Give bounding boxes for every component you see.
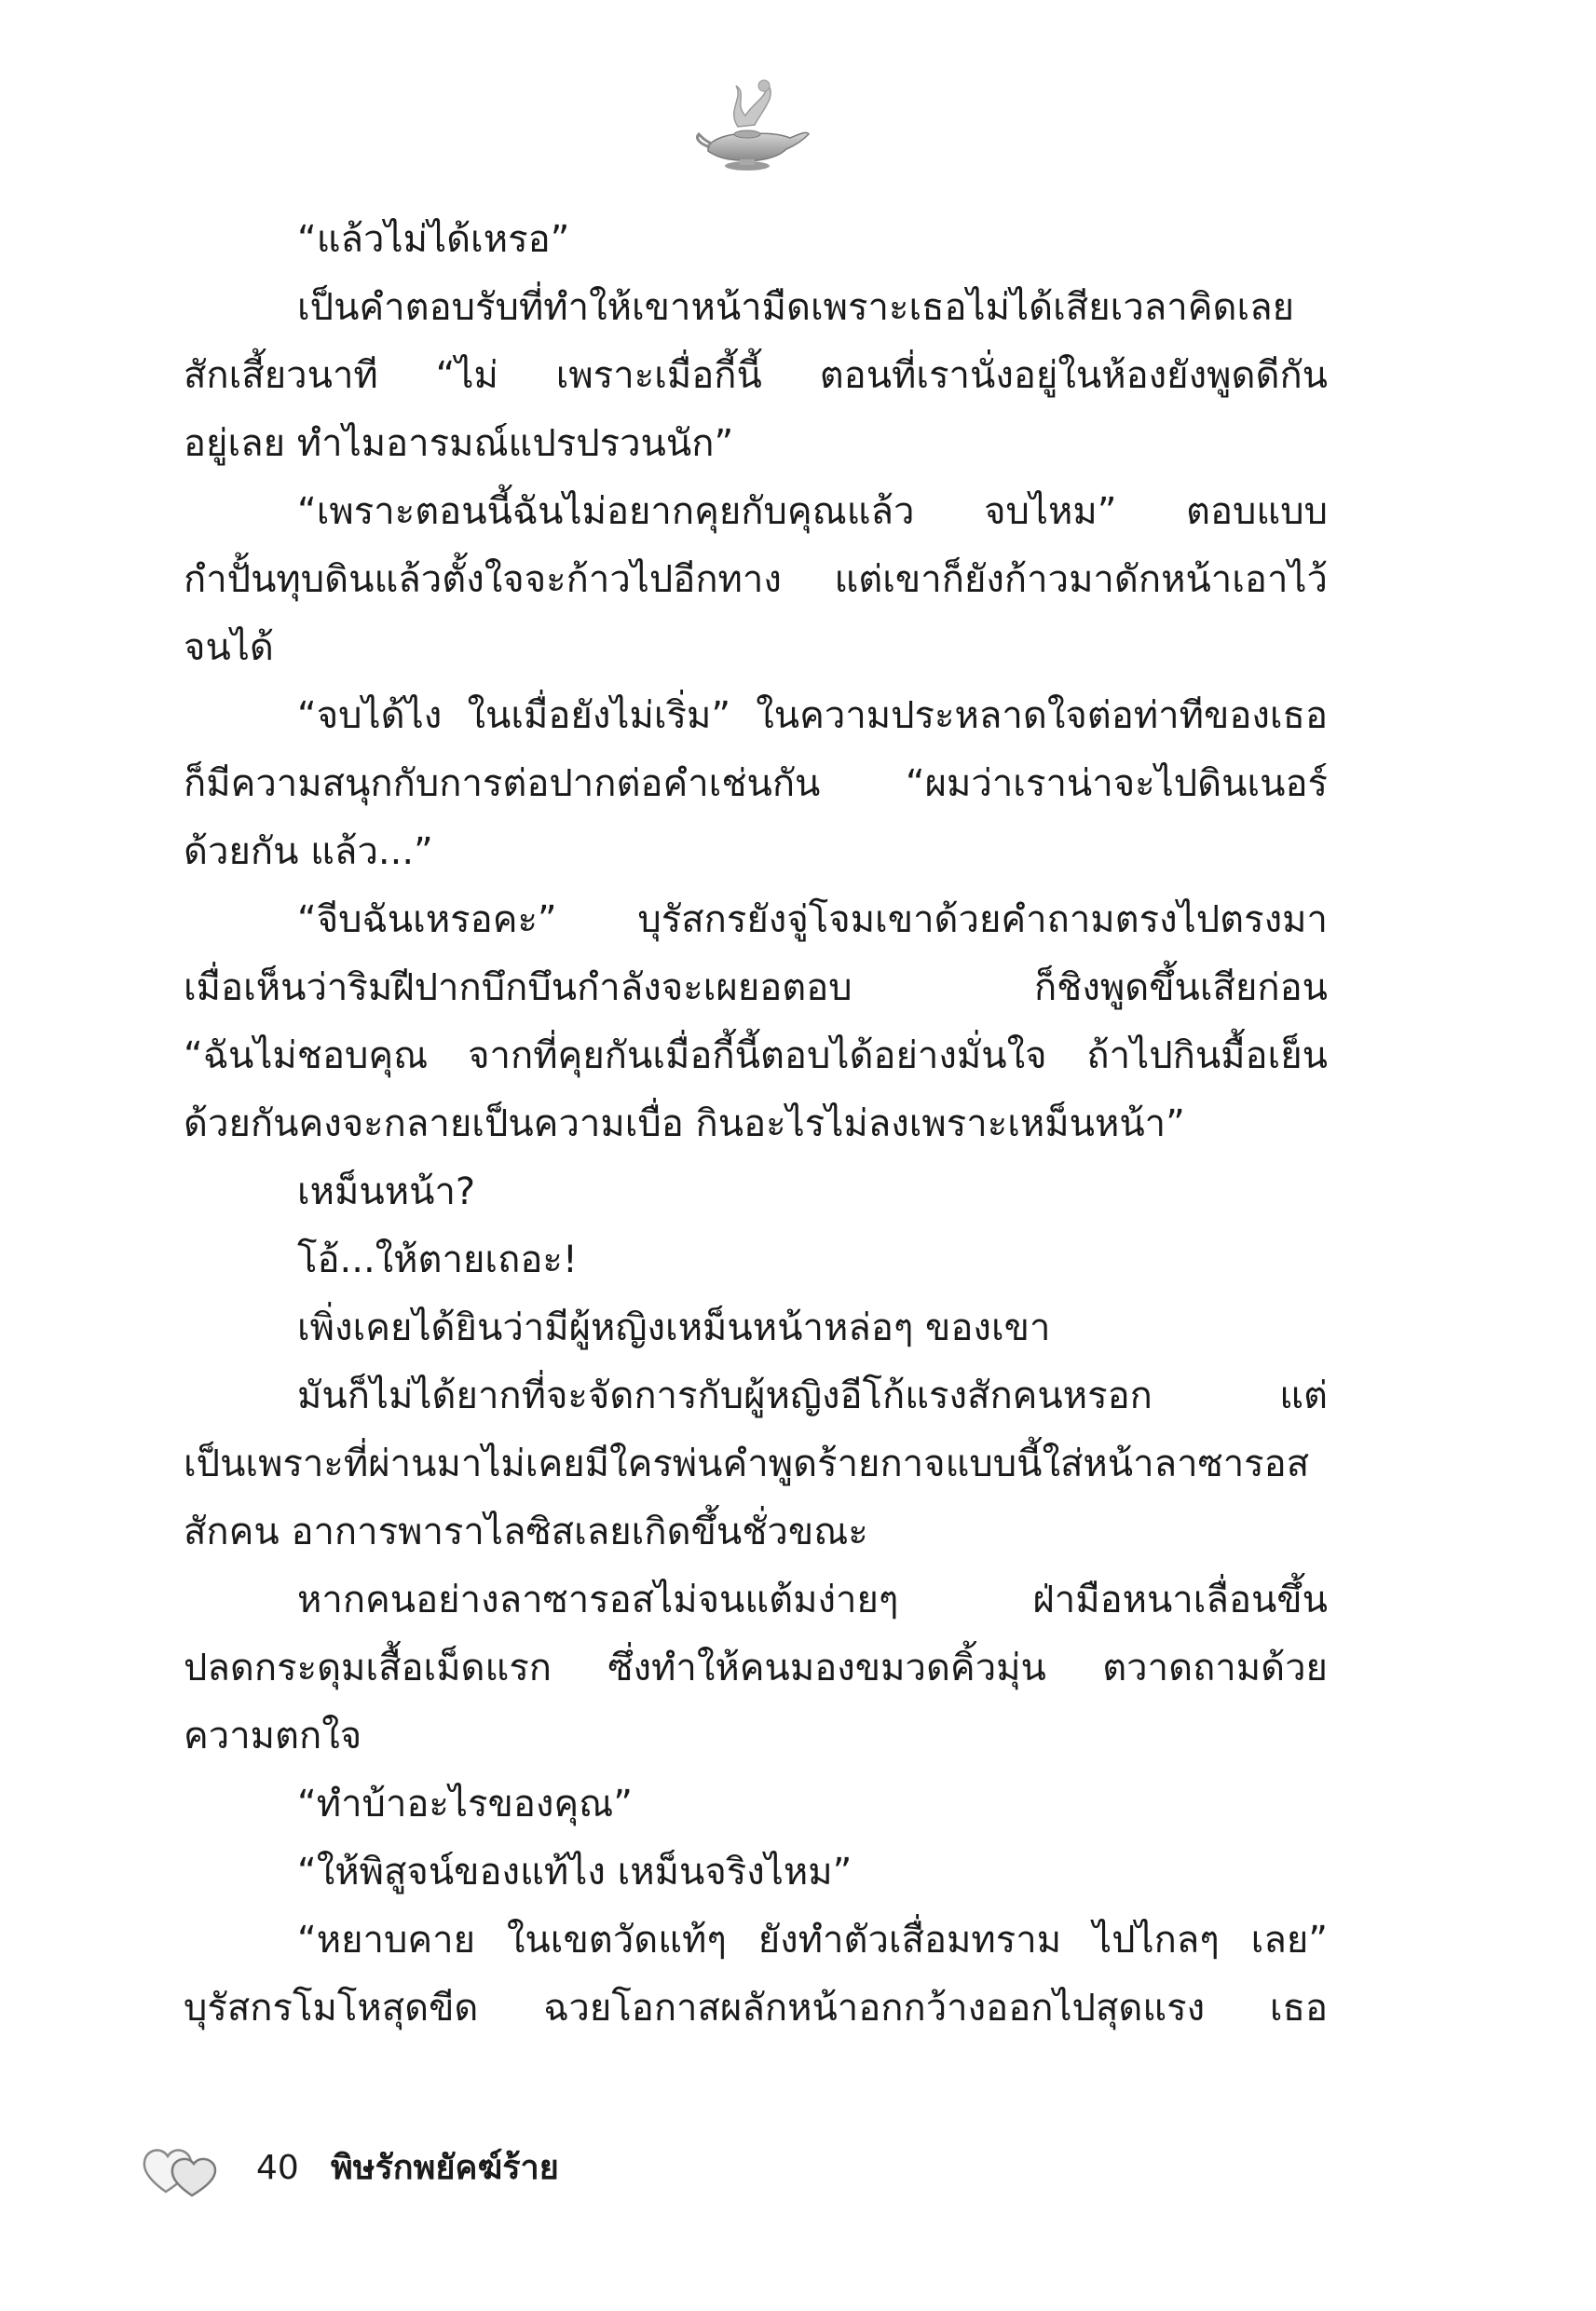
text-line: “หยาบคาย ในเขตวัดแท้ๆ ยังทำตัวเสื่อมทราม ไปไกลๆ เลย”: [297, 1919, 1328, 1962]
body-text: [184, 207, 1328, 2136]
text-line: ก็มีความสนุกกับการต่อปากต่อคำเช่นกัน “ผมว่าเราน่าจะไปดินเนอร์: [184, 762, 1328, 805]
text-line: ปลดกระดุมเสื้อเม็ดแรก ซึ่งทำให้คนมองขมวดคิ้วมุ่น ตวาดถามด้วย: [184, 1647, 1328, 1689]
book-title: พิษรักพยัคฆ์ร้าย: [331, 2149, 559, 2187]
text-line: “ฉันไม่ชอบคุณ จากที่คุยกันเมื่อกี้นี้ตอบได้อย่างมั่นใจ ถ้าไปกินมื้อเย็น: [184, 1034, 1328, 1077]
text-line: “จบได้ไง ในเมื่อยังไม่เริ่ม” ในความประหลาดใจต่อท่าทีของเธอ: [297, 694, 1328, 737]
text-line: กำปั้นทุบดินแล้วตั้งใจจะก้าวไปอีกทาง แต่เขาก็ยังก้าวมาดักหน้าเอาไว้: [184, 558, 1328, 601]
text-line: สักเสี้ยวนาที “ไม่ เพราะเมื่อกี้นี้ ตอนที่เรานั่งอยู่ในห้องยังพูดดีกัน: [184, 354, 1328, 397]
text-line: เพิ่งเคยได้ยินว่ามีผู้หญิงเหม็นหน้าหล่อๆ ของเขา: [297, 1306, 1051, 1349]
text-line: เมื่อเห็นว่าริมฝีปากบึกบึนกำลังจะเผยอตอบ ก็ชิงพูดขึ้นเสียก่อน: [184, 966, 1328, 1009]
text-line: เป็นเพราะที่ผ่านมาไม่เคยมีใครพ่นคำพูดร้ายกาจแบบนี้ใส่หน้าลาซารอส: [184, 1443, 1310, 1485]
text-line: จนได้: [184, 626, 274, 669]
text-line: เหม็นหน้า?: [297, 1170, 476, 1213]
text-line: เป็นคำตอบรับที่ทำให้เขาหน้ามืดเพราะเธอไม่ได้เสียเวลาคิดเลย: [297, 286, 1295, 329]
text-line: บุรัสกรโมโหสุดขีด ฉวยโอกาสผลักหน้าอกกว้างออกไปสุดแรง เธอ: [184, 1987, 1328, 2030]
text-line: “เพราะตอนนี้ฉันไม่อยากคุยกับคุณแล้ว จบไหม” ตอบแบบ: [297, 490, 1328, 533]
text-line: อยู่เลย ทำไมอารมณ์แปรปรวนนัก”: [184, 422, 734, 465]
page-number: 40: [256, 2149, 299, 2187]
text-line: ด้วยกัน แล้ว...”: [184, 830, 433, 873]
text-line: ด้วยกันคงจะกลายเป็นความเบื่อ กินอะไรไม่ลงเพราะเหม็นหน้า”: [184, 1102, 1185, 1145]
hearts-icon: [140, 2136, 224, 2201]
text-line: “ทำบ้าอะไรของคุณ”: [297, 1783, 633, 1826]
text-line: “แล้วไม่ได้เหรอ”: [297, 218, 570, 261]
text-line: “จีบฉันเหรอคะ” บุรัสกรยังจู่โจมเขาด้วยคำถามตรงไปตรงมา: [297, 898, 1328, 941]
text-line: โอ้...ให้ตายเถอะ!: [297, 1238, 578, 1281]
genie-lamp-icon: [689, 73, 811, 175]
text-line: ความตกใจ: [184, 1715, 362, 1757]
text-line: หากคนอย่างลาซารอสไม่จนแต้มง่ายๆ ฝ่ามือหนาเลื่อนขึ้น: [297, 1579, 1328, 1621]
text-line: มันก็ไม่ได้ยากที่จะจัดการกับผู้หญิงอีโก้แรงสักคนหรอก แต่: [297, 1374, 1328, 1417]
text-line: “ให้พิสูจน์ของแท้ไง เหม็นจริงไหม”: [297, 1851, 853, 1894]
text-line: สักคน อาการพาราไลซิสเลยเกิดขึ้นชั่วขณะ: [184, 1511, 868, 1553]
page-footer: [140, 2136, 885, 2210]
